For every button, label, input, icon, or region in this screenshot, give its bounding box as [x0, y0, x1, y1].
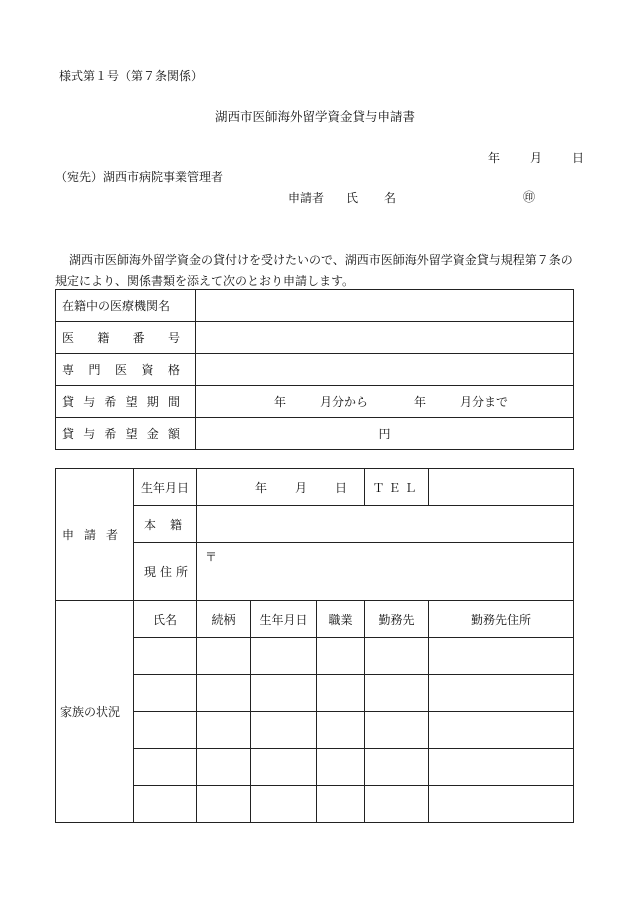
yen-unit: 円 [378, 427, 391, 441]
family-cell[interactable] [134, 675, 197, 712]
period-start-month: 月分から [320, 395, 369, 409]
addressee: （宛先）湖西市病院事業管理者 [55, 170, 224, 184]
specialist-label [56, 354, 196, 386]
applicant-label: 申請者 [288, 191, 325, 205]
period-start-year: 年 [274, 395, 287, 409]
date-line [488, 152, 584, 164]
family-cell[interactable] [429, 712, 574, 749]
spread-text: 申 請 者 [62, 528, 118, 542]
family-cell[interactable] [429, 675, 574, 712]
family-cell[interactable] [251, 786, 317, 823]
applicant-section-label [56, 469, 134, 601]
applicant-line [288, 192, 396, 204]
family-cell[interactable] [134, 712, 197, 749]
birth-year: 年 [255, 480, 268, 495]
family-cell[interactable] [365, 712, 429, 749]
tel-field[interactable] [429, 469, 574, 506]
spread-text: 貸 与 希 望 金 額 [62, 427, 180, 441]
birth-month: 月 [295, 480, 308, 495]
family-cell[interactable] [317, 712, 365, 749]
family-header-relation: 続柄 [197, 601, 251, 638]
address-label [134, 543, 197, 601]
postal-mark: 〒 [205, 550, 218, 564]
family-cell[interactable] [251, 675, 317, 712]
family-cell[interactable] [317, 638, 365, 675]
spread-text: 専 門 医 資 格 [62, 363, 180, 377]
table-row [56, 386, 574, 418]
loan-info-table [55, 289, 574, 450]
family-cell[interactable] [197, 638, 251, 675]
table-row [56, 675, 574, 712]
family-cell[interactable] [134, 638, 197, 675]
registry-number-field[interactable] [196, 322, 574, 354]
birth-field[interactable] [197, 469, 365, 506]
date-year-label: 年 [488, 151, 501, 165]
page-title: 湖西市医師海外留学資金貸与申請書 [214, 109, 415, 124]
form-number: 様式第１号（第７条関係） [59, 69, 204, 83]
birth-label: 生年月日 [134, 469, 197, 506]
spread-text: 本 籍 [144, 517, 182, 532]
date-month-label: 月 [530, 151, 543, 165]
table-row [56, 506, 574, 543]
specialist-field[interactable] [196, 354, 574, 386]
family-header-birthdate: 生年月日 [251, 601, 317, 638]
loan-amount-field[interactable] [196, 418, 574, 450]
family-cell[interactable] [134, 749, 197, 786]
family-header-occupation: 職業 [317, 601, 365, 638]
family-cell[interactable] [429, 749, 574, 786]
family-header-workplace: 勤務先 [365, 601, 429, 638]
family-label: 家族の状況 [56, 601, 134, 823]
name-label-1: 氏 [346, 191, 359, 205]
family-cell[interactable] [317, 786, 365, 823]
family-cell[interactable] [365, 638, 429, 675]
family-cell[interactable] [197, 749, 251, 786]
spread-text: 現 住 所 [144, 565, 188, 579]
family-header-name: 氏名 [134, 601, 197, 638]
seal-mark: ㊞ [523, 190, 536, 204]
table-row [56, 354, 574, 386]
table-row [56, 638, 574, 675]
name-label-2: 名 [384, 191, 397, 205]
date-day-label: 日 [572, 151, 585, 165]
address-field[interactable] [197, 543, 574, 601]
family-cell[interactable] [197, 786, 251, 823]
table-row [56, 712, 574, 749]
loan-period-label [56, 386, 196, 418]
institution-label: 在籍中の医療機関名 [56, 290, 196, 322]
family-cell[interactable] [365, 786, 429, 823]
domicile-field[interactable] [197, 506, 574, 543]
family-cell[interactable] [429, 638, 574, 675]
table-row [56, 601, 574, 638]
family-cell[interactable] [251, 712, 317, 749]
family-cell[interactable] [365, 675, 429, 712]
family-cell[interactable] [317, 749, 365, 786]
family-cell[interactable] [251, 638, 317, 675]
registry-number-label [56, 322, 196, 354]
family-cell[interactable] [197, 712, 251, 749]
birth-day: 日 [335, 480, 348, 495]
spread-text: 医 籍 番 号 [62, 331, 180, 345]
institution-field[interactable] [196, 290, 574, 322]
applicant-table [55, 468, 574, 823]
family-cell[interactable] [197, 675, 251, 712]
domicile-label [134, 506, 197, 543]
family-cell[interactable] [317, 675, 365, 712]
table-row [56, 418, 574, 450]
tel-label: ＴＥＬ [365, 469, 429, 506]
family-cell[interactable] [429, 786, 574, 823]
family-header-workplace-address: 勤務先住所 [429, 601, 574, 638]
table-row [56, 786, 574, 823]
family-cell[interactable] [365, 749, 429, 786]
period-end-year: 年 [414, 395, 427, 409]
table-row [56, 749, 574, 786]
table-row [56, 290, 574, 322]
family-cell[interactable] [134, 786, 197, 823]
table-row [56, 469, 574, 506]
loan-amount-label [56, 418, 196, 450]
spread-text: 貸 与 希 望 期 間 [62, 395, 180, 409]
family-cell[interactable] [251, 749, 317, 786]
table-row [56, 543, 574, 601]
application-statement: 湖西市医師海外留学資金の貸付けを受けたいので、湖西市医師海外留学資金貸与規程第７条の規定により、関係書類を添えて次のとおり申請します。 [55, 253, 573, 288]
loan-period-field[interactable] [196, 386, 574, 418]
table-row [56, 322, 574, 354]
period-end-month: 月分まで [460, 395, 509, 409]
